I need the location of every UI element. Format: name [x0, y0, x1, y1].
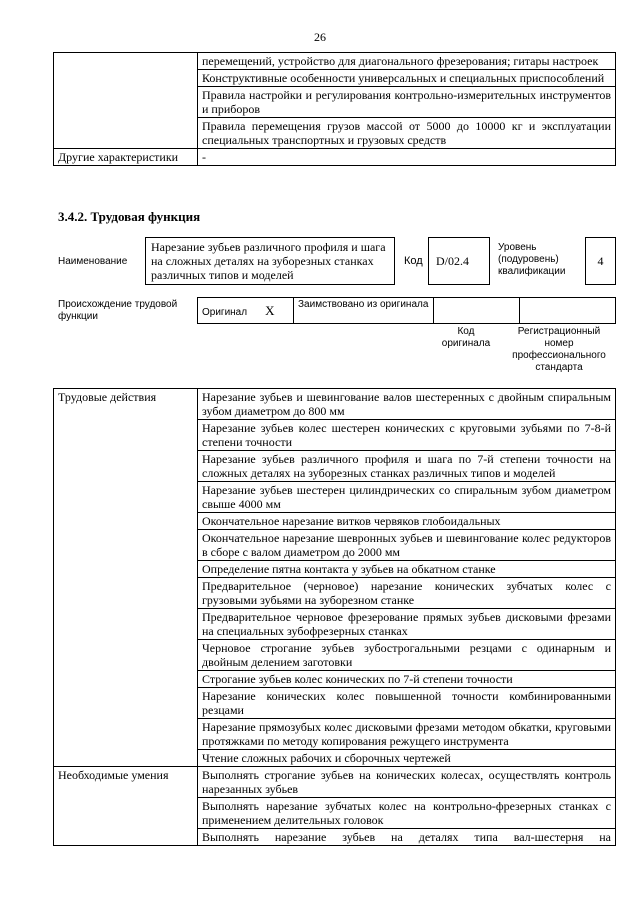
table-row	[54, 389, 616, 420]
original-label: Оригинал	[202, 306, 248, 318]
labor-function-table	[53, 388, 616, 846]
table-cell: Определение пятна контакта у зубьев на обкатном станке	[198, 561, 616, 578]
table-cell: Окончательное нарезание витков червяков глобоидальных	[198, 513, 616, 530]
function-name-value: Нарезание зубьев различного профиля и шага на сложных деталях на зуборезных станках различных типов и моделей	[145, 237, 395, 285]
section-label-skills: Необходимые умения	[54, 767, 198, 846]
row-label-other: Другие характеристики	[54, 149, 198, 166]
table-cell: Чтение сложных рабочих и сборочных чертежей	[198, 750, 616, 767]
table-cell: Предварительное черновое фрезерование прямых зубьев дисковыми фрезами на специальных зубофрезерных станках	[198, 609, 616, 640]
table-cell: Выполнять нарезание зубьев на деталях типа вал-шестерня на	[198, 829, 616, 846]
function-code-value: D/02.4	[428, 237, 490, 285]
table-cell: Строгание зубьев колес конических по 7-й степени точности	[198, 671, 616, 688]
page-number: 26	[314, 30, 326, 44]
table-row	[54, 53, 616, 70]
table-cell: Предварительное (черновое) нарезание конических зубчатых колес с грузовыми зубьями на зуборезном станке	[198, 578, 616, 609]
table-cell: Черновое строгание зубьев зубострогальными резцами с одинарным и двойным делением заготовки	[198, 640, 616, 671]
section-title: 3.4.2. Трудовая функция	[58, 209, 201, 224]
reg-number-cell	[520, 298, 616, 324]
table-cell: Нарезание зубьев шестерен цилиндрических со спиральным зубом диаметром свыше 4000 мм	[198, 482, 616, 513]
table-cell: Правила настройки и регулирования контрольно-измерительных инструментов и приборов	[198, 87, 616, 118]
level-label: Уровень (подуровень) квалификации	[498, 242, 566, 277]
table-cell: Окончательное нарезание шевронных зубьев и шевингование колес редукторов в сборе с валом диаметром до 2000 мм	[198, 530, 616, 561]
row-label	[54, 53, 198, 149]
knowledge-table-continued	[53, 52, 616, 166]
origin-label: Происхождение трудовой функции	[58, 299, 178, 322]
qualification-level-value: 4	[585, 237, 616, 285]
table-cell: Выполнять строгание зубьев на конических колесах, осуществлять контроль нарезанных зубьев	[198, 767, 616, 798]
original-mark: X	[265, 302, 275, 318]
table-cell: Нарезание зубьев и шевингование валов шестеренных с двойным спиральным зубом диаметром до 800 мм	[198, 389, 616, 420]
code-original-cell	[434, 298, 520, 324]
origin-original-cell	[198, 298, 294, 324]
code-original-caption: Код оригинала	[441, 326, 491, 349]
table-row	[54, 149, 616, 166]
table-row	[54, 767, 616, 798]
table-cell: Правила перемещения грузов массой от 5000 до 10000 кг и эксплуатации специальных транспортных и грузовых средств	[198, 118, 616, 149]
code-label: Код	[404, 255, 423, 267]
table-cell: Выполнять нарезание зубчатых колес на контрольно-фрезерных станках с применением делительных головок	[198, 798, 616, 829]
reg-number-caption: Регистрационный номер профессионального стандарта	[512, 326, 606, 373]
name-label: Наименование	[58, 256, 128, 267]
table-cell: перемещений, устройство для диагонального фрезерования; гитары настроек	[198, 53, 616, 70]
table-cell: Нарезание зубьев различного профиля и шага по 7-й степени точности на сложных деталях на зуборезных станках различных типов и моделей	[198, 451, 616, 482]
table-cell: Конструктивные особенности универсальных и специальных приспособлений	[198, 70, 616, 87]
section-label-actions: Трудовые действия	[54, 389, 198, 767]
table-cell: -	[198, 149, 616, 166]
table-cell: Нарезание прямозубых колес дисковыми фрезами методом обкатки, круговыми протяжками по методу копирования режущего инструмента	[198, 719, 616, 750]
origin-table	[197, 297, 616, 324]
borrowed-label: Заимствовано из оригинала	[294, 298, 434, 324]
table-cell: Нарезание конических колес повышенной точности комбинированными резцами	[198, 688, 616, 719]
table-cell: Нарезание зубьев колес шестерен конических с круговыми зубьями по 7-8-й степени точности	[198, 420, 616, 451]
